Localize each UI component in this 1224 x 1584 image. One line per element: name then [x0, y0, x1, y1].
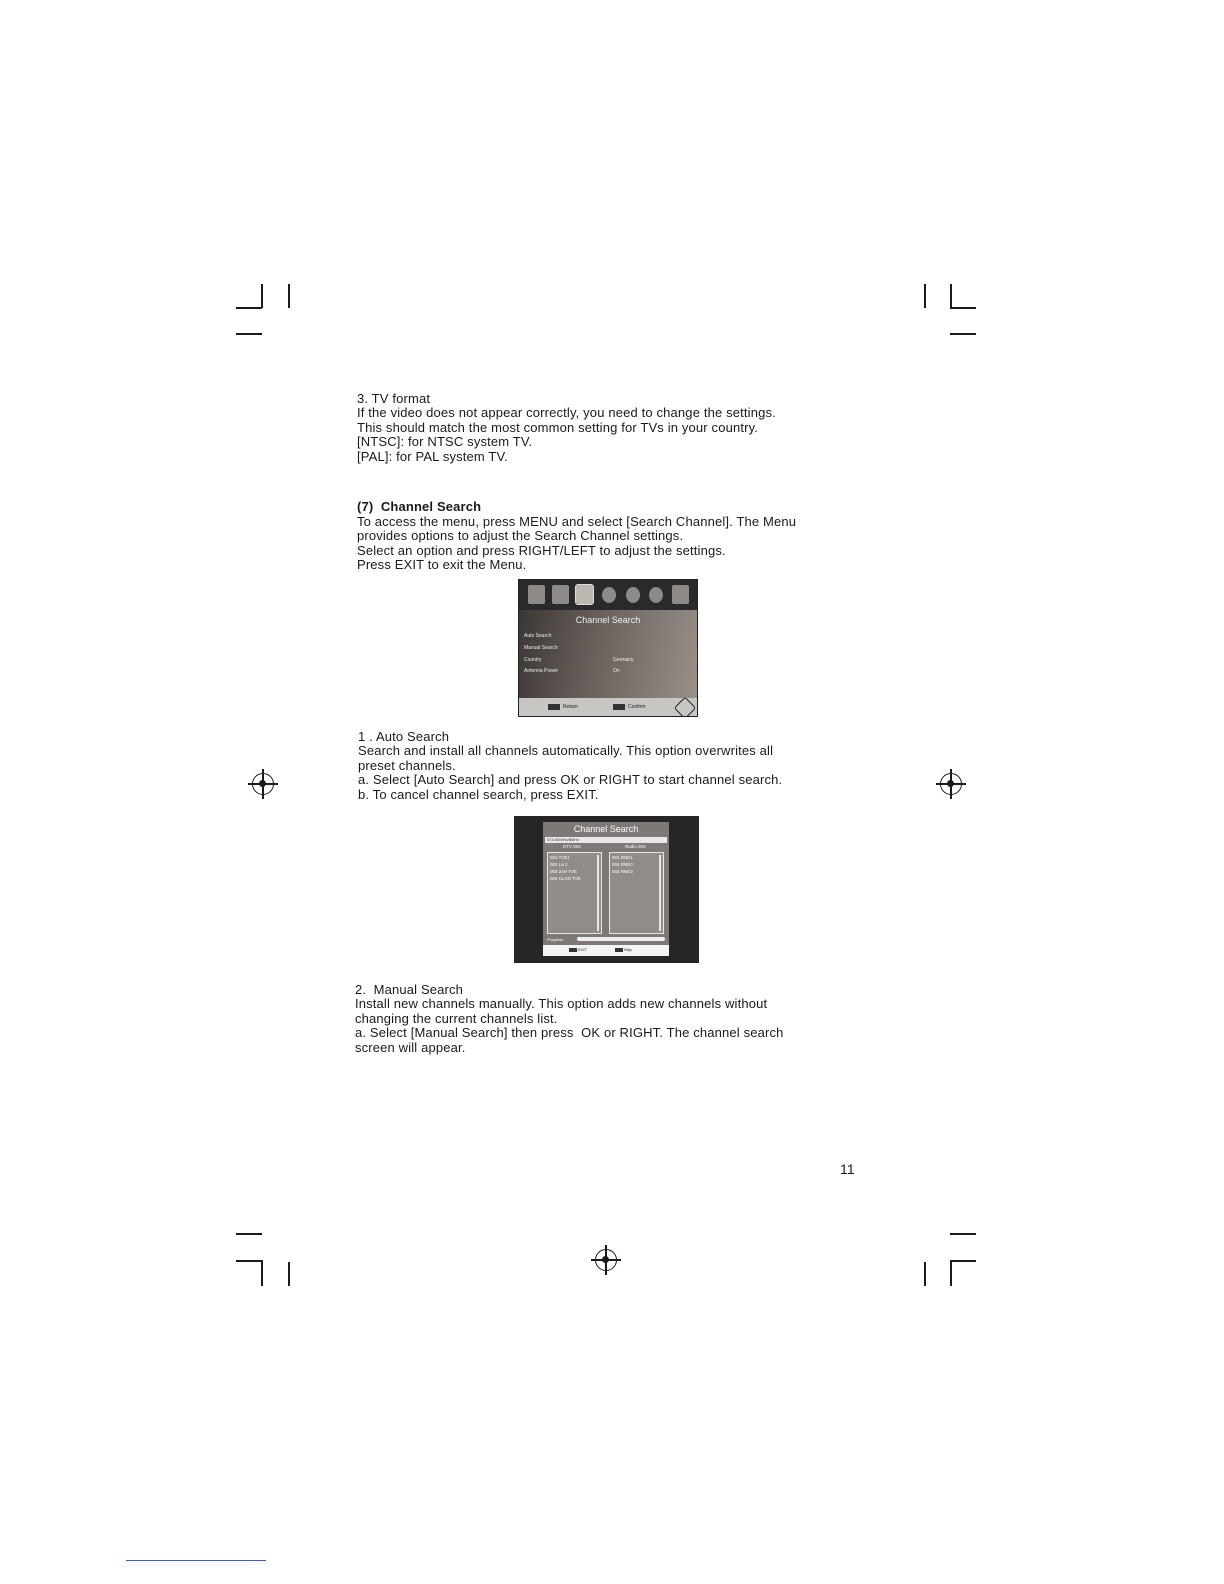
crop-mark [950, 1260, 952, 1286]
exit-label: EXIT [578, 947, 587, 952]
list-item: 003 RNE3 [612, 869, 633, 874]
tv-format-text: This should match the most common setting for TVs in your country. [357, 420, 759, 435]
page-number: 11 [840, 1161, 855, 1177]
footer-underline [126, 1560, 266, 1561]
menu-title: Channel Search [575, 615, 641, 625]
radio-column-header: Radio 003 [625, 844, 646, 849]
manual-search-text: Install new channels manually. This option adds new channels without [355, 996, 768, 1011]
lock-icon [649, 587, 663, 603]
registration-mark-icon [252, 773, 274, 795]
list-item: 002 La 2 [550, 862, 568, 867]
crop-mark [236, 333, 262, 335]
time-icon [602, 587, 616, 603]
exit-key-icon [569, 948, 577, 952]
channel-search-text: To access the menu, press MENU and select [Search Channel]. The Menu [357, 514, 797, 529]
menu-icon-bar [519, 580, 697, 610]
return-key-icon [548, 704, 560, 710]
sound-icon [552, 585, 569, 604]
scan-panel [543, 822, 669, 956]
crop-mark [950, 307, 976, 309]
auto-search-text: a. Select [Auto Search] and press OK or RIGHT to start channel search. [358, 772, 783, 787]
menu-footer [519, 698, 697, 716]
antenna-power-value: On [613, 668, 620, 674]
auto-search-heading: 1 . Auto Search [358, 729, 450, 744]
crop-mark [261, 284, 263, 308]
confirm-label: Confirm [628, 704, 646, 710]
scrollbar [597, 855, 599, 931]
progress-label: Progress [547, 937, 564, 942]
frequency-label: 474.00MHz/8MHz [545, 837, 667, 843]
system-icon [672, 585, 689, 604]
tv-format-text: If the video does not appear correctly, you need to change the settings. [357, 405, 776, 420]
crop-mark [950, 1233, 976, 1235]
crop-mark [950, 333, 976, 335]
channel-search-text: provides options to adjust the Search Channel settings. [357, 528, 684, 543]
channel-search-menu-screenshot [518, 579, 698, 717]
tv-format-heading: 3. TV format [357, 391, 431, 406]
scrollbar [659, 855, 661, 931]
tv-format-text: [NTSC]: for NTSC system TV. [357, 434, 533, 449]
country-value: Germany [613, 657, 634, 663]
crop-mark [924, 284, 926, 308]
channel-search-heading: (7) Channel Search [357, 499, 482, 514]
menu-item-auto-search: Auto Search [524, 633, 552, 639]
crop-mark [261, 1260, 263, 1286]
channel-search-text: Select an option and press RIGHT/LEFT to adjust the settings. [357, 543, 726, 558]
manual-search-text: changing the current channels list. [355, 1011, 558, 1026]
auto-search-text: Search and install all channels automatically. This option overwrites all [358, 743, 774, 758]
scan-footer [543, 945, 669, 956]
crop-mark [950, 1260, 976, 1262]
manual-search-text: screen will appear. [355, 1040, 466, 1055]
list-item: 001 RNE1 [612, 855, 633, 860]
list-item: 001 TVE1 [550, 855, 570, 860]
crop-mark [924, 1262, 926, 1286]
skip-key-icon [615, 948, 623, 952]
radio-channel-list [609, 852, 664, 934]
skip-label: Skip [624, 947, 632, 952]
manual-search-heading: 2. Manual Search [355, 982, 464, 997]
scan-title: Channel Search [573, 824, 639, 834]
crop-mark [236, 307, 262, 309]
registration-mark-icon [595, 1249, 617, 1271]
crop-mark [288, 284, 290, 308]
tv-format-text: [PAL]: for PAL system TV. [357, 449, 508, 464]
menu-item-manual-search: Manual Search [524, 645, 558, 651]
tv-channel-list [547, 852, 602, 934]
crop-mark [236, 1233, 262, 1235]
channel-search-icon [576, 585, 593, 604]
channel-scan-screenshot [514, 816, 699, 963]
picture-icon [528, 585, 545, 604]
tv-column-header: DTV 004 [563, 844, 581, 849]
channel-search-text: Press EXIT to exit the Menu. [357, 557, 527, 572]
list-item: 002 RNEC [612, 862, 634, 867]
list-item: 003 24H TVE [550, 869, 577, 874]
crop-mark [950, 284, 952, 308]
crop-mark [236, 1260, 262, 1262]
menu-item-antenna-power: Antenna Power [524, 668, 559, 674]
auto-search-text: b. To cancel channel search, press EXIT. [358, 787, 599, 802]
crop-mark [288, 1262, 290, 1286]
option-icon [626, 587, 640, 603]
ok-key-icon [613, 704, 625, 710]
navigation-pad-icon [674, 697, 697, 717]
auto-search-text: preset channels. [358, 758, 456, 773]
list-item: 004 CLAN TVE [550, 876, 581, 881]
progress-bar [577, 937, 665, 941]
manual-search-text: a. Select [Manual Search] then press OK or RIGHT. The channel search [355, 1025, 784, 1040]
registration-mark-icon [940, 773, 962, 795]
menu-item-country: Country [524, 657, 542, 663]
return-label: Return [563, 704, 579, 710]
